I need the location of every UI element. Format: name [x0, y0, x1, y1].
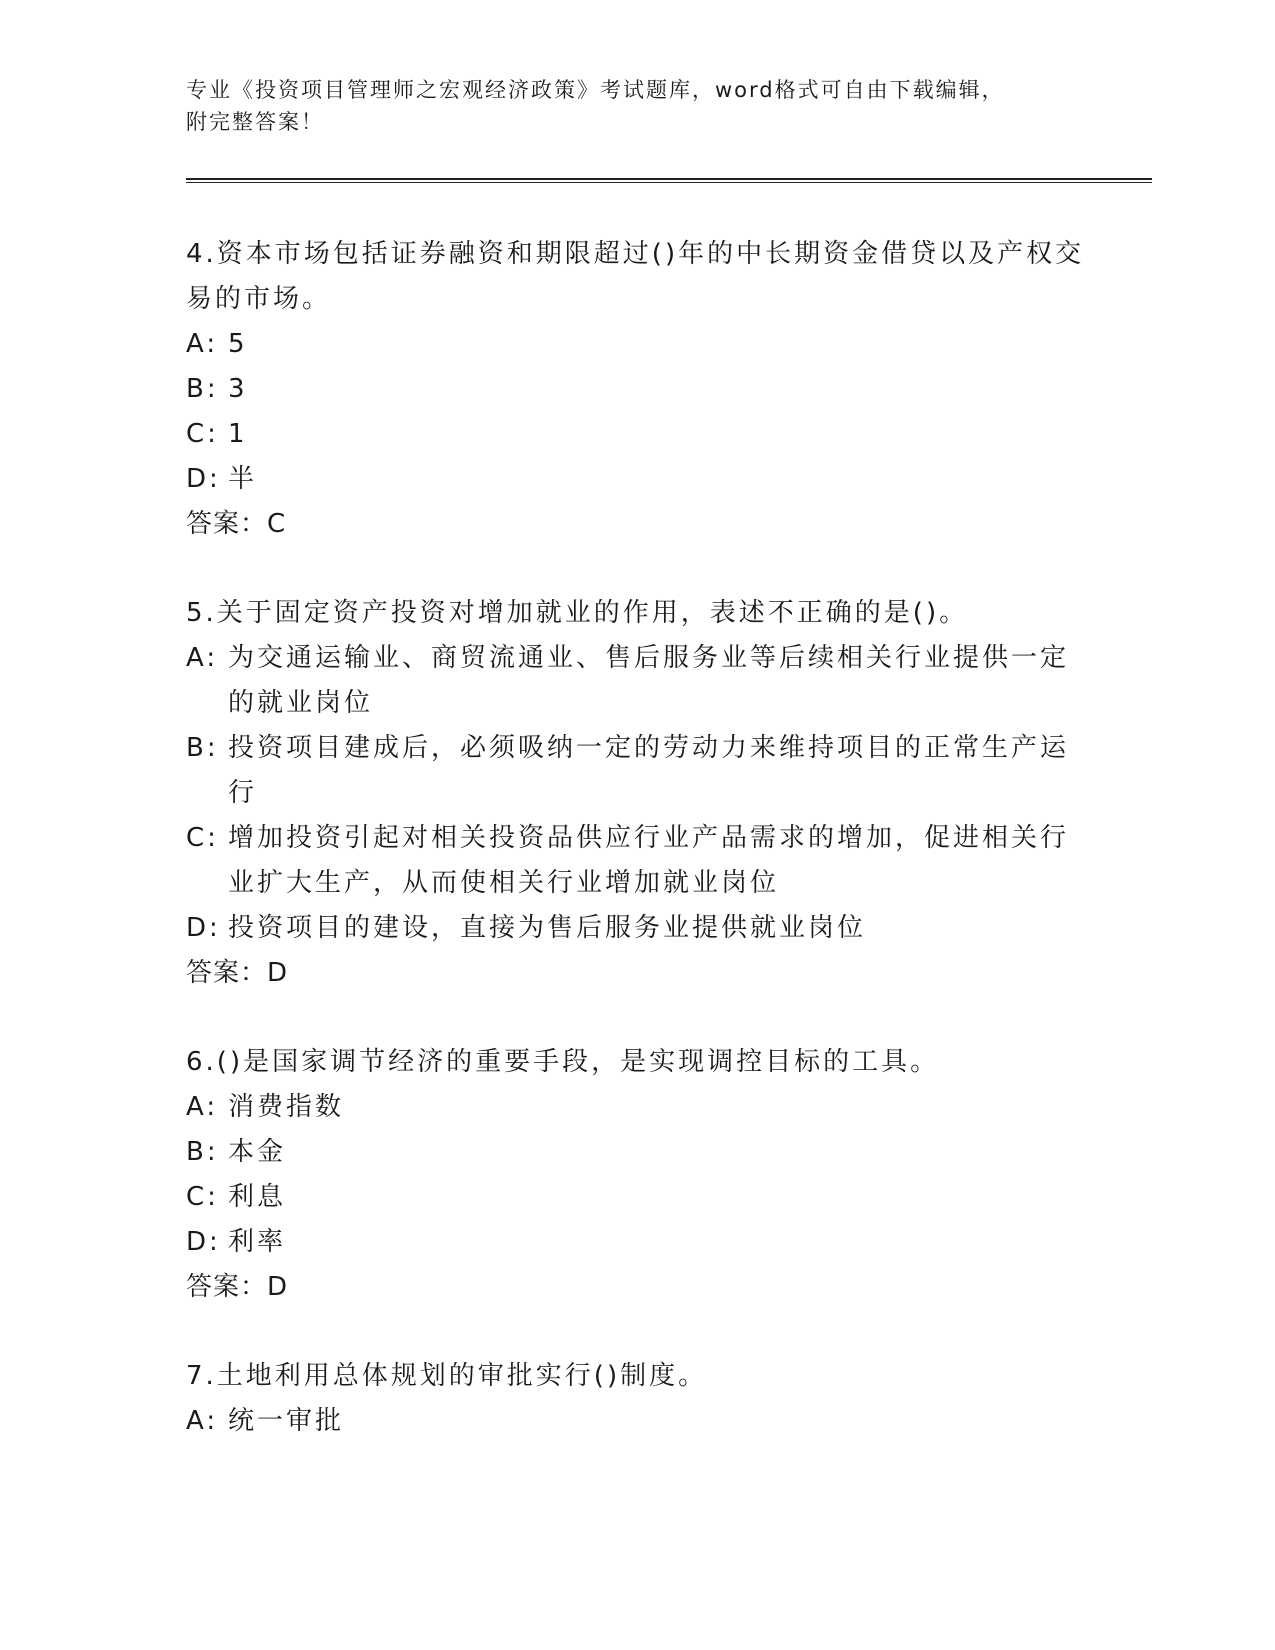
question-text: 7.土地利用总体规划的审批实行()制度。	[186, 1361, 708, 1391]
option-text: 1	[228, 419, 248, 449]
header-line-1: 专业《投资项目管理师之宏观经济政策》考试题库，word格式可自由下载编辑，	[186, 78, 1005, 102]
option-d	[186, 457, 1086, 502]
header-divider	[186, 178, 1152, 183]
answer-line: 答案：D	[186, 958, 289, 988]
option-c	[186, 816, 1086, 906]
option-text: 利息	[228, 1182, 287, 1212]
answer-line: 答案：C	[186, 509, 287, 539]
document-header	[186, 74, 1086, 138]
option-b	[186, 726, 1086, 816]
question-text: 6.()是国家调节经济的重要手段，是实现调控目标的工具。	[186, 1047, 940, 1077]
option-text: 3	[228, 374, 248, 404]
option-key: C:	[186, 1182, 219, 1212]
option-key: B:	[186, 733, 219, 763]
option-text: 统一审批	[228, 1406, 345, 1436]
option-key: A:	[186, 1406, 219, 1436]
option-text: 投资项目的建设，直接为售后服务业提供就业岗位	[228, 913, 867, 943]
option-key: A:	[186, 643, 219, 673]
header-line-2: 附完整答案！	[186, 110, 324, 134]
option-text: 投资项目建成后，必须吸纳一定的劳动力来维持项目的正常生产运行	[228, 733, 1070, 808]
question-item	[186, 591, 1086, 996]
question-item	[186, 1040, 1086, 1310]
option-text: 增加投资引起对相关投资品供应行业产品需求的增加，促进相关行业扩大生产，从而使相关行业增加就业岗位	[228, 823, 1070, 898]
option-a	[186, 322, 1086, 367]
option-key: C:	[186, 823, 219, 853]
option-key: A:	[186, 329, 219, 359]
option-key: B:	[186, 374, 219, 404]
option-key: A:	[186, 1092, 219, 1122]
option-b	[186, 1130, 1086, 1175]
option-key: B:	[186, 1137, 219, 1167]
option-key: D:	[186, 1227, 221, 1257]
question-list	[186, 232, 1086, 1488]
option-text: 消费指数	[228, 1092, 345, 1122]
option-text: 利率	[228, 1227, 287, 1257]
question-item	[186, 232, 1086, 547]
option-d	[186, 1220, 1086, 1265]
option-c	[186, 412, 1086, 457]
option-a	[186, 1085, 1086, 1130]
option-a	[186, 636, 1086, 726]
option-text: 为交通运输业、商贸流通业、售后服务业等后续相关行业提供一定的就业岗位	[228, 643, 1070, 718]
option-key: D:	[186, 913, 221, 943]
question-text: 4.资本市场包括证券融资和期限超过()年的中长期资金借贷以及产权交易的市场。	[186, 239, 1085, 314]
option-key: D:	[186, 464, 221, 494]
option-d	[186, 906, 1086, 951]
question-item	[186, 1354, 1086, 1444]
option-c	[186, 1175, 1086, 1220]
option-a	[186, 1399, 1086, 1444]
question-text: 5.关于固定资产投资对增加就业的作用，表述不正确的是()。	[186, 598, 969, 628]
option-b	[186, 367, 1086, 412]
option-key: C:	[186, 419, 219, 449]
option-text: 半	[228, 464, 258, 494]
option-text: 5	[228, 329, 248, 359]
answer-line: 答案：D	[186, 1272, 289, 1302]
option-text: 本金	[228, 1137, 287, 1167]
